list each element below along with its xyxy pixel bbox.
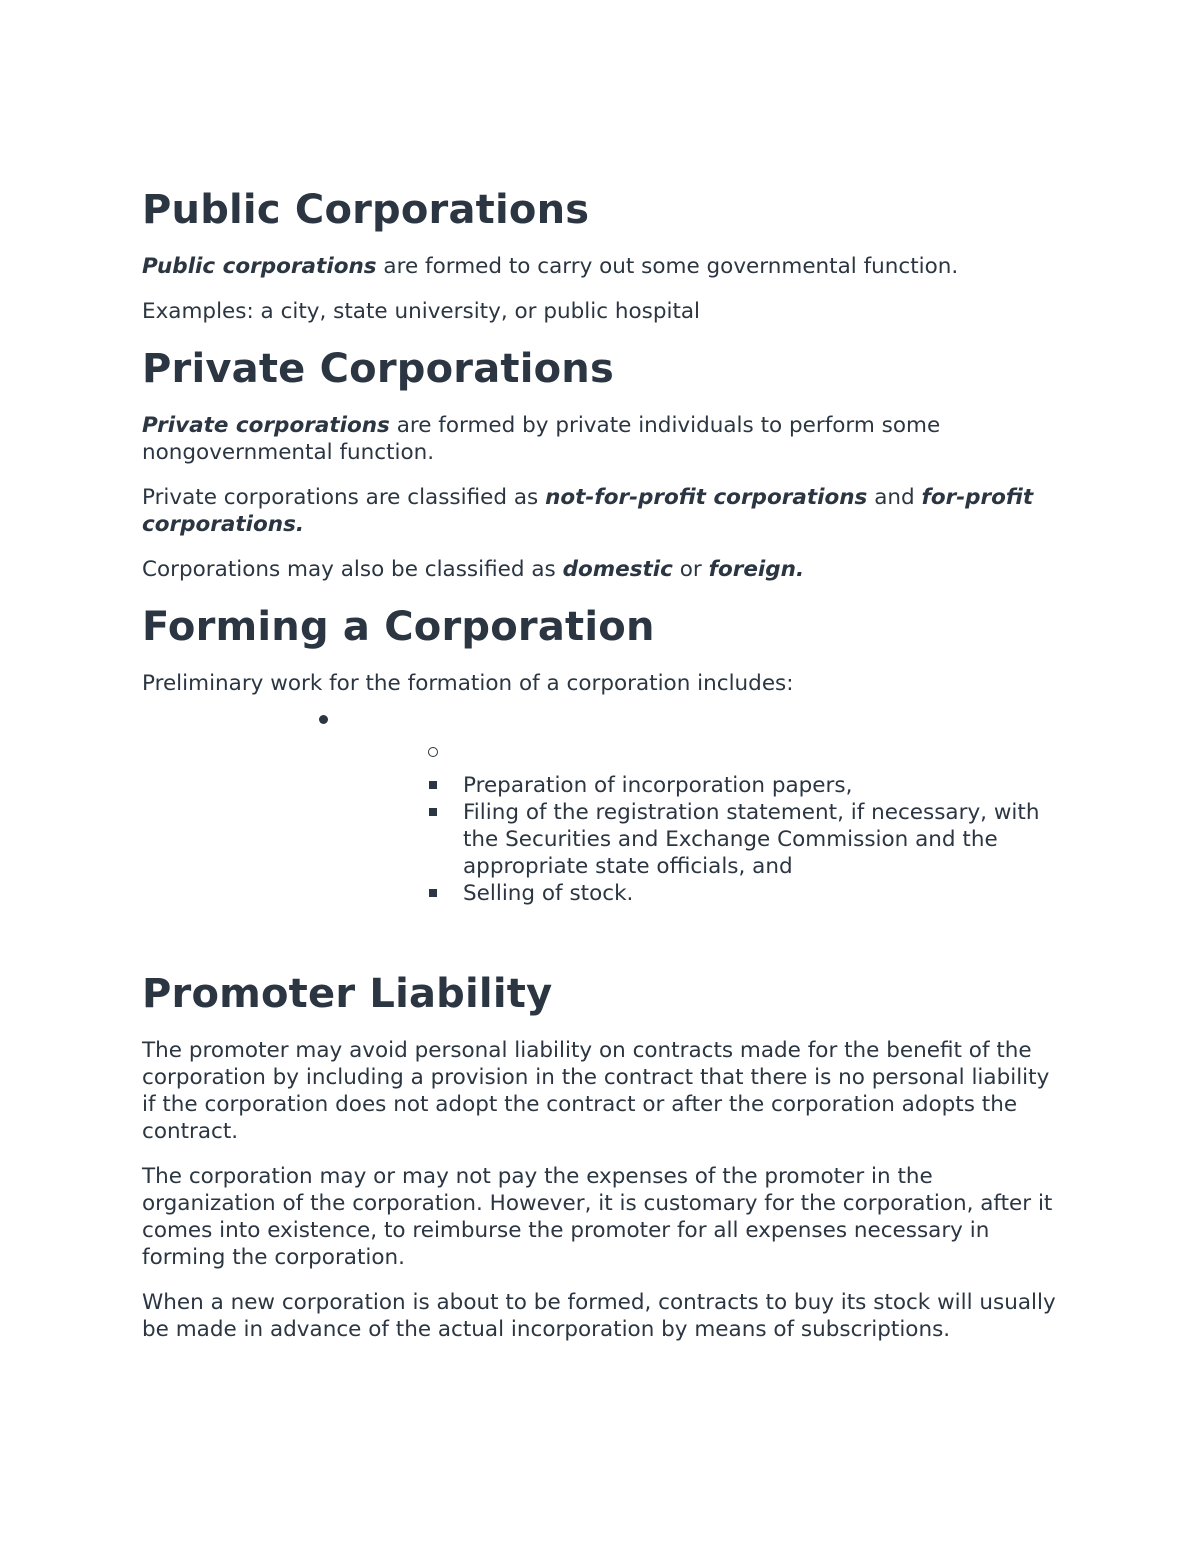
heading-private-corporations: Private Corporations — [142, 346, 614, 392]
list-item: Selling of stock. — [428, 880, 1068, 907]
paragraph-public-definition — [142, 253, 1062, 280]
paragraph-domestic-foreign — [142, 556, 1062, 583]
bullet-disc-icon — [319, 715, 328, 724]
text-may-also-be: Corporations may also be classified as — [142, 557, 563, 582]
term-public-corporations: Public corporations — [142, 254, 377, 279]
bullet-circle-icon — [428, 747, 438, 757]
term-private-corporations: Private corporations — [142, 413, 390, 438]
text-public-definition: are formed to carry out some governmental function. — [376, 254, 959, 279]
paragraph-public-examples: Examples: a city, state university, or public hospital — [142, 299, 701, 324]
text-classified-as: Private corporations are classified as — [142, 485, 546, 510]
term-foreign: foreign. — [708, 557, 805, 582]
formation-steps — [428, 772, 1068, 907]
paragraph-promoter-2: The corporation may or may not pay the expenses of the promoter in the organization of the corporation. However, it is customary for the corporation, after it comes into existence, to reimburse the promoter for all expenses necessary in forming the corporation. — [142, 1164, 1053, 1270]
list-item: Filing of the registration statement, if necessary, with the Securities and Exchange Commission and the appropriate state officials, and — [428, 799, 1068, 880]
bullet-square-icon — [429, 781, 437, 789]
text-and: and — [867, 485, 922, 510]
bullet-square-icon — [429, 808, 437, 816]
text-or: or — [672, 557, 709, 582]
term-domestic: domestic — [562, 557, 673, 582]
heading-forming-corporation: Forming a Corporation — [142, 604, 655, 650]
term-not-for-profit: not-for-profit corporations — [545, 485, 868, 510]
heading-promoter-liability: Promoter Liability — [142, 971, 553, 1017]
paragraph-promoter-1: The promoter may avoid personal liability on contracts made for the benefit of the corporation by including a provision in the contract that there is no personal liability if the corporation does not adopt the contract or after the corporation adopts the contract. — [142, 1038, 1050, 1144]
list-item: Preparation of incorporation papers, — [428, 772, 1068, 799]
heading-public-corporations: Public Corporations — [142, 187, 590, 233]
document-page — [142, 186, 1062, 1343]
paragraph-private-definition — [142, 412, 1042, 466]
bullet-square-icon — [429, 889, 437, 897]
formation-steps-list — [142, 705, 1062, 910]
paragraph-private-classification — [142, 484, 1052, 538]
term-for-profit: for-profit corporations. — [142, 485, 1034, 537]
paragraph-promoter-3: When a new corporation is about to be formed, contracts to buy its stock will usually be made in advance of the actual incorporation by means of subscriptions. — [142, 1290, 1056, 1342]
text-private-definition: are formed by private individuals to perform some nongovernmental function. — [142, 413, 941, 465]
paragraph-preliminary-work: Preliminary work for the formation of a corporation includes: — [142, 671, 794, 696]
